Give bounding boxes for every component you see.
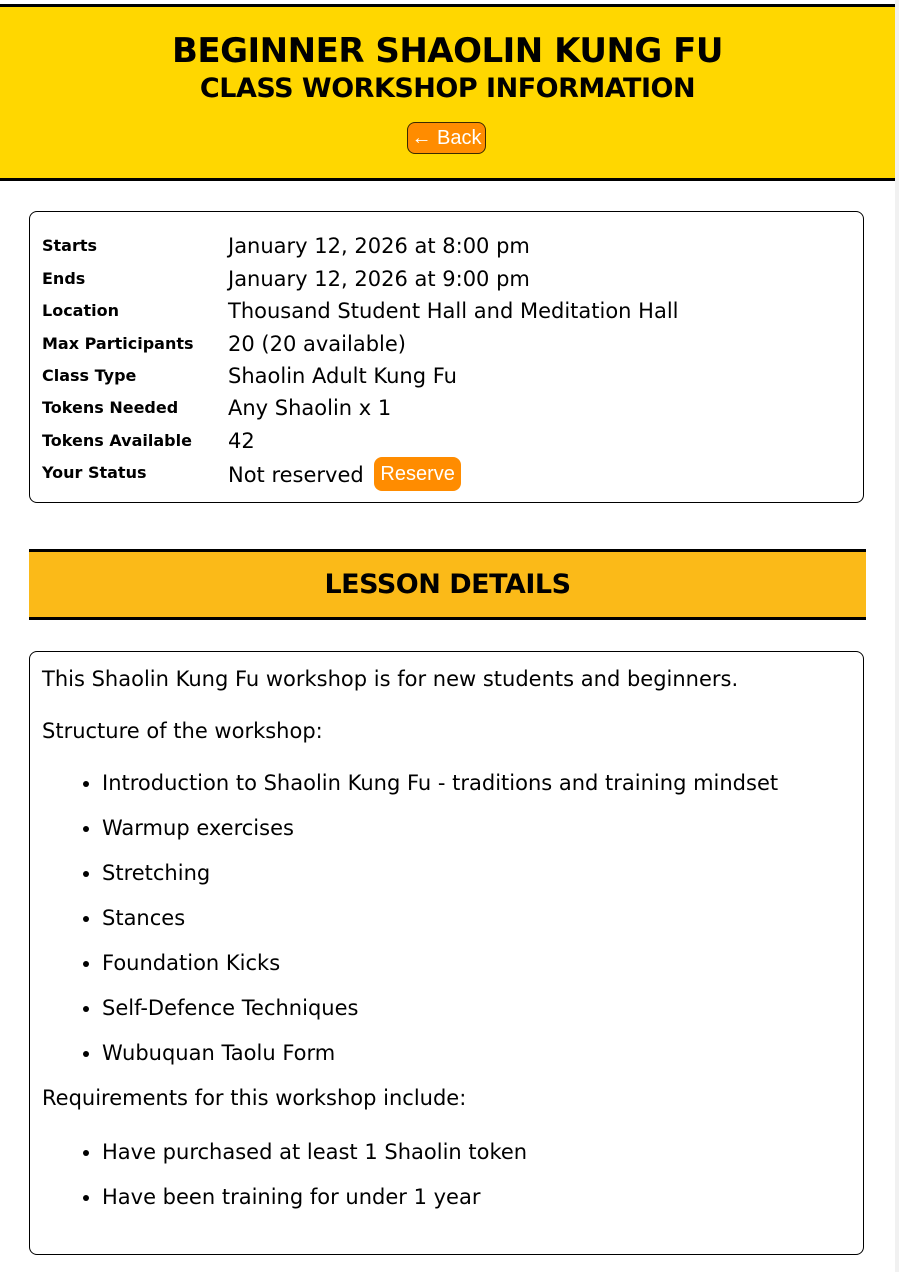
list-item: • Foundation Kicks: [102, 949, 851, 977]
info-label: Max Participants: [42, 333, 194, 353]
list-item: • Self-Defence Techniques: [102, 994, 851, 1022]
info-label: Tokens Needed: [42, 398, 179, 417]
requirements-list: [42, 1138, 851, 1211]
list-item: • Warmup exercises: [102, 814, 851, 842]
list-item: • Have been training for under 1 year: [102, 1183, 851, 1211]
page-title: BEGINNER SHAOLIN KUNG FU: [171, 31, 723, 71]
info-value: Any Shaolin x 1: [228, 396, 392, 420]
lesson-intro: This Shaolin Kung Fu workshop is for new students and beginners.: [42, 667, 739, 691]
info-row-your-status: [42, 459, 852, 491]
info-row-starts: [42, 232, 852, 264]
info-value: 20 (20 available): [228, 331, 406, 356]
requirements-heading: Requirements for this workshop include:: [42, 1086, 467, 1110]
info-value: Shaolin Adult Kung Fu: [228, 364, 457, 388]
back-button[interactable]: ← Back: [407, 122, 486, 154]
info-label: Starts: [42, 236, 98, 255]
info-label: Location: [42, 301, 119, 320]
info-value: Thousand Student Hall and Meditation Hall: [228, 299, 679, 323]
info-row-class-type: [42, 362, 852, 394]
page-header: [0, 4, 895, 181]
info-label: Class Type: [42, 366, 137, 385]
status-value: [228, 459, 461, 493]
reserve-button[interactable]: Reserve: [374, 457, 460, 491]
list-item: • Stretching: [102, 859, 851, 887]
info-row-tokens-available: [42, 427, 852, 459]
info-value: January 12, 2026 at 9:00 pm: [228, 266, 530, 291]
status-text: Not reserved: [228, 463, 364, 487]
info-row-tokens-needed: [42, 394, 852, 426]
info-row-max-participants: [42, 330, 852, 362]
lesson-details-header: [29, 549, 866, 620]
section-title: LESSON DETAILS: [324, 569, 571, 600]
structure-heading: Structure of the workshop:: [42, 719, 323, 743]
info-row-ends: [42, 265, 852, 297]
info-value: January 12, 2026 at 8:00 pm: [228, 234, 530, 258]
info-label: Your Status: [42, 463, 147, 482]
list-item: • Stances: [102, 904, 851, 932]
structure-list: [42, 769, 851, 1067]
lesson-details-panel: [29, 651, 864, 1255]
class-info-panel: [29, 211, 864, 503]
info-value: 42: [228, 428, 255, 453]
scrollbar[interactable]: [895, 0, 899, 1272]
info-label: Tokens Available: [42, 430, 192, 450]
info-label: Ends: [42, 268, 86, 288]
page-subtitle: CLASS WORKSHOP INFORMATION: [199, 73, 696, 104]
list-item: • Wubuquan Taolu Form: [102, 1039, 851, 1067]
list-item: • Introduction to Shaolin Kung Fu - traditions and training mindset: [102, 769, 851, 797]
info-row-location: [42, 297, 852, 329]
list-item: • Have purchased at least 1 Shaolin token: [102, 1138, 851, 1166]
